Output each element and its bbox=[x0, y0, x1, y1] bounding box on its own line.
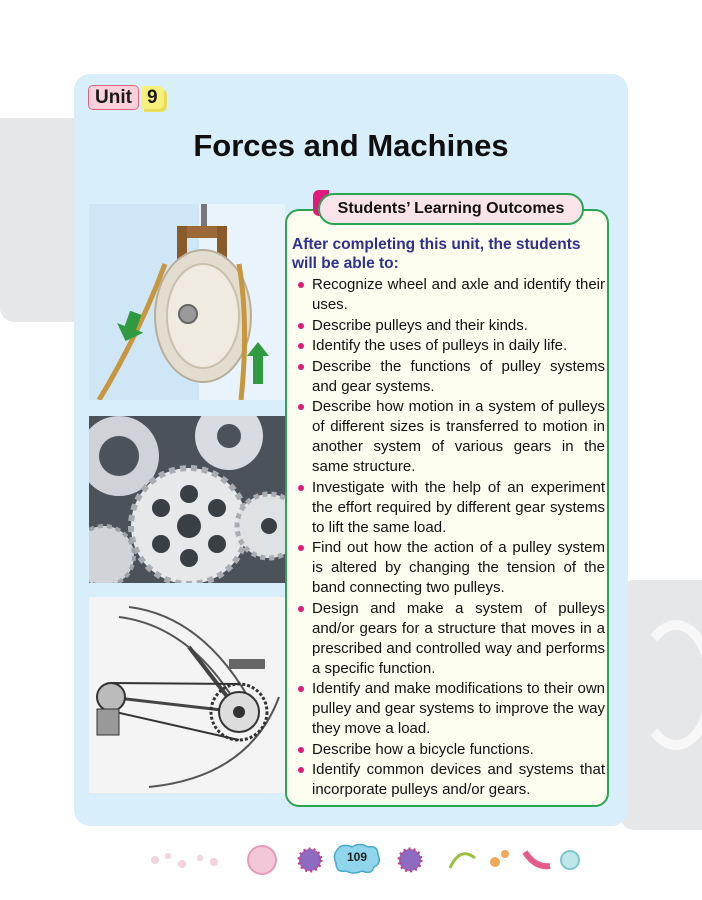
bullet-icon bbox=[298, 323, 304, 329]
pulley-photo bbox=[89, 204, 285, 400]
list-item: Investigate with the help of an experiment the effort required by different gear systems to lift the same load. bbox=[292, 478, 605, 538]
list-item: Describe pulleys and their kinds. bbox=[292, 316, 605, 336]
bullet-icon bbox=[298, 364, 304, 370]
bullet-icon bbox=[298, 686, 304, 692]
bullet-icon bbox=[298, 485, 304, 491]
bicycle-drive-photo bbox=[89, 597, 285, 793]
unit-label: Unit bbox=[88, 85, 139, 110]
bullet-icon bbox=[298, 282, 304, 288]
outcomes-intro: After completing this unit, the students will be able to: bbox=[292, 236, 581, 272]
list-item: Identify the uses of pulleys in daily life. bbox=[292, 336, 605, 356]
unit-number: 9 bbox=[141, 86, 164, 109]
page-number: 109 bbox=[346, 850, 368, 864]
bullet-icon bbox=[298, 545, 304, 551]
page-title: Forces and Machines bbox=[193, 128, 509, 163]
outcomes-list bbox=[292, 275, 605, 801]
bullet-icon bbox=[298, 747, 304, 753]
gears-photo bbox=[89, 416, 285, 583]
list-item: Describe how a bicycle functions. bbox=[292, 740, 605, 760]
list-item: Design and make a system of pulleys and/or gears for a structure that moves in a prescribed and controlled way and performs a specific function. bbox=[292, 599, 605, 679]
list-item: Identify common devices and systems that incorporate pulleys and/or gears. bbox=[292, 760, 605, 800]
list-item: Describe how motion in a system of pulleys of different sizes is transferred to motion in another system of various gears in the same structure. bbox=[292, 397, 605, 477]
bullet-icon bbox=[298, 343, 304, 349]
bullet-icon bbox=[298, 404, 304, 410]
list-item: Recognize wheel and axle and identify their uses. bbox=[292, 275, 605, 315]
list-item: Identify and make modifications to their own pulley and gear systems to improve the way they move a load. bbox=[292, 679, 605, 739]
list-item: Describe the functions of pulley systems and gear systems. bbox=[292, 357, 605, 397]
list-item: Find out how the action of a pulley system is altered by changing the tension of the band connecting two pulleys. bbox=[292, 538, 605, 598]
unit-tag bbox=[88, 84, 164, 110]
learning-outcomes-heading: Students’ Learning Outcomes bbox=[318, 193, 584, 225]
bullet-icon bbox=[298, 767, 304, 773]
bullet-icon bbox=[298, 606, 304, 612]
